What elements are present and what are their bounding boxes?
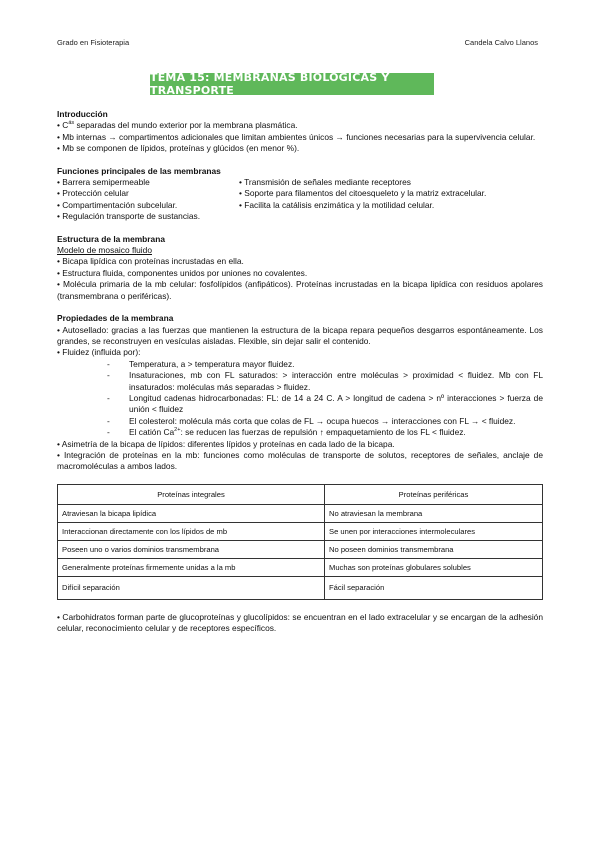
table-row xyxy=(58,558,543,576)
fluidez-item-text: Temperatura, a > temperatura mayor fluidez. xyxy=(129,358,295,369)
table-cell: Atraviesan la bicapa lipídica xyxy=(58,504,325,522)
table-cell: Se unen por interacciones intermoleculares xyxy=(325,522,543,540)
title-banner: TEMA 15: MEMBRANAS BIOLÓGICAS Y TRANSPORTE xyxy=(150,73,434,95)
functions-right-column xyxy=(239,177,543,223)
table-cell: Generalmente proteínas firmemente unidas a la mb xyxy=(58,558,325,576)
fluidez-item-insaturaciones xyxy=(57,370,543,393)
function-item: • Regulación transporte de sustancias. xyxy=(57,211,201,222)
intro-bullet-1 xyxy=(57,120,543,131)
table-row xyxy=(58,522,543,540)
header-author: Candela Calvo Llanos xyxy=(464,38,538,47)
functions-heading: Funciones principales de las membranas xyxy=(57,165,221,176)
table-header-row xyxy=(58,484,543,504)
structure-heading: Estructura de la membrana xyxy=(57,233,165,244)
dash-marker: - xyxy=(107,427,110,438)
document-body xyxy=(57,109,543,635)
function-item: • Barrera semipermeable xyxy=(57,177,150,188)
properties-heading: Propiedades de la membrana xyxy=(57,313,174,324)
fluidez-item-calcio xyxy=(57,427,543,438)
dash-marker: - xyxy=(107,415,110,426)
fluidez-item-colesterol xyxy=(57,416,543,427)
table-cell: Interaccionan directamente con los lípidos de mb xyxy=(58,522,325,540)
table-cell: No atraviesan la membrana xyxy=(325,504,543,522)
fluidez-item-text: Longitud cadenas hidrocarbonadas: FL: de 14 a 24 C. A > longitud de cadena > nº interacciones > fuerza de unión < fluidez xyxy=(129,392,543,415)
table-row xyxy=(58,540,543,558)
function-item: • Soporte para filamentos del citoesqueleto y la matriz extracelular. xyxy=(239,188,487,199)
table-cell: Difícil separación xyxy=(58,576,325,599)
dash-marker: - xyxy=(107,370,110,381)
fluidez-item-temperatura xyxy=(57,359,543,370)
structure-subheading: Modelo de mosaico fluido xyxy=(57,245,152,256)
properties-fluidez: • Fluidez (influida por): xyxy=(57,347,141,358)
fluidez-item-text-pre: El catión Ca xyxy=(129,427,175,438)
functions-columns xyxy=(57,177,543,223)
calcio-charge: 2+ xyxy=(174,427,181,434)
intro-bullet-1-post: separadas del mundo exterior por la membrana plasmática. xyxy=(74,120,298,131)
table-header-integrales: Proteínas integrales xyxy=(58,484,325,504)
table-cell: Muchas son proteínas globulares solubles xyxy=(325,558,543,576)
dash-marker: - xyxy=(107,392,110,403)
function-item: • Compartimentación subcelular. xyxy=(57,199,178,210)
fluidez-item-text: El colesterol: molécula más corta que colas de FL → ocupa huecos → interacciones con FL → < fluidez. xyxy=(129,415,516,426)
intro-bullet-1-sup: ás xyxy=(68,120,75,127)
intro-bullet-2: • Mb internas → compartimentos adicionales que limitan ambientes únicos → funciones necesarias para la supervivencia celular. xyxy=(57,131,536,142)
structure-bullet-1: • Bicapa lipídica con proteínas incrustadas en ella. xyxy=(57,256,244,267)
dash-marker: - xyxy=(107,358,110,369)
intro-bullet-3: • Mb se componen de lípidos, proteínas y glúcidos (en menor %). xyxy=(57,143,300,154)
functions-left-column xyxy=(57,177,239,223)
fluidez-item-text-post: : se reducen las fuerzas de repulsión ↑ empaquetamiento de los FL < fluidez. xyxy=(180,427,466,438)
properties-asimetria: • Asimetría de la bicapa de lípidos: diferentes lípidos y proteínas en cada lado de la bicapa. xyxy=(57,438,395,449)
properties-integracion: • Integración de proteínas en la mb: funciones como moléculas de transporte de solutos, receptores de señales, anclaje de macromoléculas a ambos lados. xyxy=(57,449,543,472)
header-course: Grado en Fisioterapia xyxy=(57,38,130,47)
function-item: • Transmisión de señales mediante receptores xyxy=(239,177,411,188)
intro-heading: Introducción xyxy=(57,109,108,119)
properties-autosellado: • Autosellado: gracias a las fuerzas que mantienen la estructura de la bicapa repara pequeños desgarros espontáneamente. Los grandes, se reconstruyen en vesículas aisladas. Flexible, sin dejar salir el contenido. xyxy=(57,324,543,346)
function-item: • Facilita la catálisis enzimática y la motilidad celular. xyxy=(239,199,435,210)
fluidez-item-text: Insaturaciones, mb con FL saturados: > interacción entre moléculas > proximidad < fluidez. Mb con FL insaturados: moléculas más separadas > fluidez. xyxy=(129,370,543,392)
table-cell: Fácil separación xyxy=(325,576,543,599)
intro-bullet-1-pre: • C xyxy=(57,120,69,131)
table-cell: Poseen uno o varios dominios transmembrana xyxy=(58,540,325,558)
table-row xyxy=(58,504,543,522)
table-cell: No poseen dominios transmembrana xyxy=(325,540,543,558)
fluidez-item-longitud xyxy=(57,393,543,416)
table-row xyxy=(58,576,543,599)
carbohydrates-paragraph: • Carbohidratos forman parte de glucoproteínas y glucolípidos: se encuentran en el lado extracelular y se encargan de la adhesión celular, reconocimiento celular y de receptores específicos. xyxy=(57,611,543,634)
structure-bullet-3: • Molécula primaria de la mb celular: fosfolípidos (anfipáticos). Proteínas incrustadas en la bicapa lipídica con residuos apolares (transmembrana o periféricas). xyxy=(57,279,543,301)
proteins-table xyxy=(57,484,543,600)
structure-bullet-2: • Estructura fluida, componentes unidos por uniones no covalentes. xyxy=(57,267,308,278)
function-item: • Protección celular xyxy=(57,188,129,199)
table-header-perifericas: Proteínas periféricas xyxy=(325,484,543,504)
